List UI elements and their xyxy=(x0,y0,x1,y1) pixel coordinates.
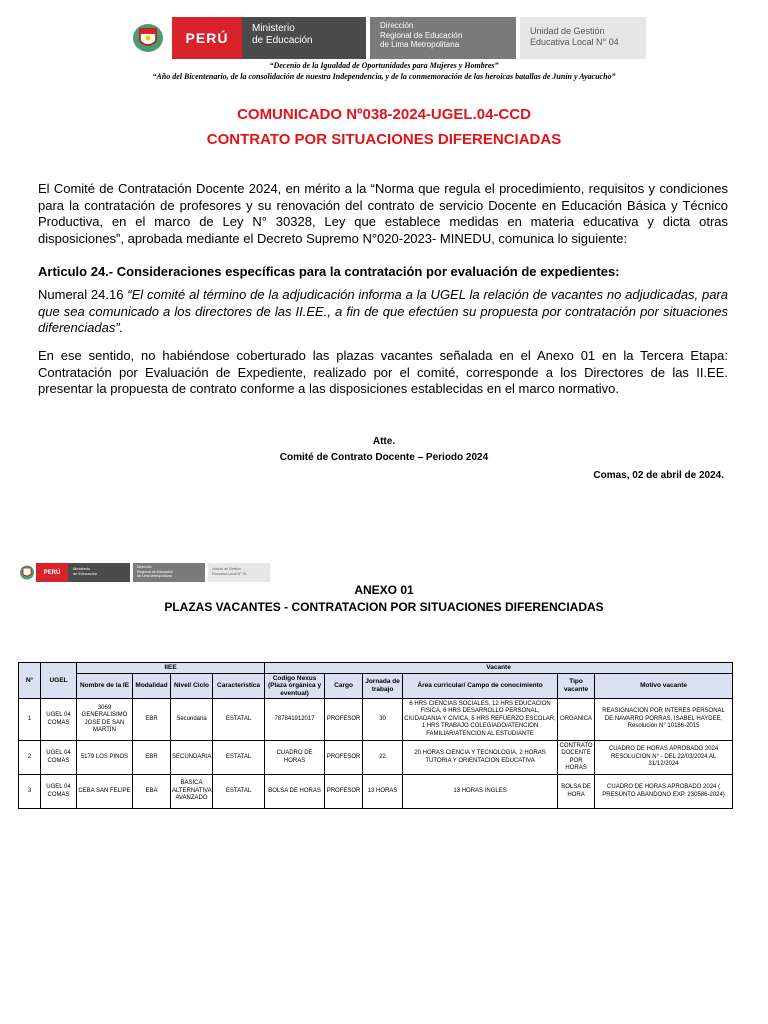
motto-decade: “Decenio de la Igualdad de Oportunidades para Mujeres y Hombres” xyxy=(269,61,499,70)
cell-motivo: REASIGNACION POR INTERES PERSONAL DE:NAVARRO PORRAS, ISABEL HAYDEE, Resolución N° 10186-2015 xyxy=(595,699,733,741)
cell-jornada: 13 HORAS xyxy=(363,775,403,809)
col-cargo: Cargo xyxy=(325,673,363,699)
cell-nivel: SECUNDARIA xyxy=(171,741,213,775)
ministry-label-small: Ministerio de Educación xyxy=(68,563,130,582)
col-n: N° xyxy=(19,663,41,699)
peru-coat-of-arms-icon xyxy=(18,563,36,582)
cell-tipo: ORGANICA xyxy=(558,699,595,741)
cell-cargo: PROFESOR xyxy=(325,775,363,809)
cell-nombre: 3069 GENERALISIMO JOSE DE SAN MARTIN xyxy=(77,699,133,741)
col-caracteristica: Caracteristica xyxy=(213,673,265,699)
cell-tipo: BOLSA DE HORA xyxy=(558,775,595,809)
cell-nivel: Secundaria xyxy=(171,699,213,741)
col-codigo: Codigo Nexus (Plaza orgánica y eventual) xyxy=(265,673,325,699)
intro-paragraph: El Comité de Contratación Docente 2024, en mérito a la “Norma que regula el procedimiento, requisitos y condiciones para la contratación de profesores y su renovación del contrato de servicio Docente en Educación Básica y Técnico Productiva, en el marco de Ley N° 30328, Ley que establece medidas en materia educativa y dicta otras disposiciones”, aprobada mediante el Decreto Supremo N°020-2023- MINEDU, comunica lo siguiente: xyxy=(38,181,728,246)
ministry-label: Ministerio de Educación xyxy=(242,17,366,59)
col-nivel: Nivel/ Ciclo xyxy=(171,673,213,699)
communique-subject: CONTRATO POR SITUACIONES DIFERENCIADAS xyxy=(206,131,562,148)
cell-modalidad: EBR xyxy=(133,741,171,775)
cell-n: 2 xyxy=(19,741,41,775)
cell-ugel: UGEL 04 COMAS xyxy=(41,775,77,809)
col-tipo: Tipo vacante xyxy=(558,673,595,699)
cell-caracteristica: ESTATAL xyxy=(213,775,265,809)
cell-n: 1 xyxy=(19,699,41,741)
article-heading: Articulo 24.- Consideraciones específicas para la contratación por evaluación de expedientes: xyxy=(38,264,620,279)
cell-codigo: 787841912017 xyxy=(265,699,325,741)
annex-subtitle: PLAZAS VACANTES - CONTRATACION POR SITUACIONES DIFERENCIADAS xyxy=(164,600,604,614)
cell-area: 20 HORAS CIENCIA Y TECNOLOGIA, 2 HORAS TUTORIA Y ORIENTACION EDUCATIVA xyxy=(403,741,558,775)
closing-atte: Atte. xyxy=(372,436,396,447)
cell-nombre: 5179 LOS PINOS xyxy=(77,741,133,775)
cell-modalidad: EBR xyxy=(133,699,171,741)
col-modalidad: Modalidad xyxy=(133,673,171,699)
cell-codigo: BOLSA DE HORAS xyxy=(265,775,325,809)
cell-ugel: UGEL 04 COMAS xyxy=(41,741,77,775)
vacancies-table xyxy=(18,662,733,809)
col-ugel: UGEL xyxy=(41,663,77,699)
group-iiee: IIEE xyxy=(77,663,265,674)
committee-signature: Comité de Contrato Docente – Periodo 2024 xyxy=(279,452,489,463)
col-motivo: Motivo vacante xyxy=(595,673,733,699)
table-row xyxy=(19,699,733,741)
cell-codigo: CUADRO DE HORAS xyxy=(265,741,325,775)
cell-area: 13 HORAS INGLES xyxy=(403,775,558,809)
peru-brand-small: PERÚ xyxy=(36,563,68,582)
cell-caracteristica: ESTATAL xyxy=(213,699,265,741)
col-nombre: Nombre de la IE xyxy=(77,673,133,699)
cell-tipo: CONTRATO DOCENTE POR HORAS xyxy=(558,741,595,775)
peru-brand: PERÚ xyxy=(172,17,242,59)
document-date: Comas, 02 de abril de 2024. xyxy=(593,470,724,481)
ugel-label: Unidad de Gestión Educativa Local N° 04 xyxy=(520,17,646,59)
cell-nivel: BASICA ALTERNATIVA AVANZADO xyxy=(171,775,213,809)
institutional-header xyxy=(124,17,646,59)
regional-direction-label: Dirección Regional de Educación de Lima Metropolitana xyxy=(370,17,516,59)
col-jornada: Jornada de trabajo xyxy=(363,673,403,699)
table-row xyxy=(19,741,733,775)
cell-cargo: PROFESOR xyxy=(325,699,363,741)
col-area: Área curricular/ Campo de conocimiento xyxy=(403,673,558,699)
cell-motivo: CUADRO DE HORAS APROBADO 2024 ( PRESUNTO ABANDONO EXP. 230586-2024) xyxy=(595,775,733,809)
body-paragraph: En ese sentido, no habiéndose coberturado las plazas vacantes señalada en el Anexo 01 en la Tercera Etapa: Contratación por Evaluación de Expediente, realizado por el comité, corresponde a los Directores de las II.EE. presentar la propuesta de contrato conforme a las disposiciones establecidas en el marco normativo. xyxy=(38,348,728,396)
table-row xyxy=(19,775,733,809)
numeral-quote: “El comité al término de la adjudicación informa a la UGEL la relación de vacantes no adjudicadas, para que sea comunicado a los directores de las II.EE., a fin de que efectúen su propuesta por contratación por situaciones diferenciadas”. xyxy=(38,287,728,335)
regional-direction-label-small: Dirección Regional de Educación de Lima Metropolitana xyxy=(133,563,205,582)
communique-number: COMUNICADO Nº038-2024-UGEL.04-CCD xyxy=(237,106,531,123)
peru-coat-of-arms-icon xyxy=(124,17,172,59)
cell-nombre: CEBA SAN FELIPE xyxy=(77,775,133,809)
numeral-label: Numeral 24.16 xyxy=(38,287,128,302)
cell-area: 6 HRS CIENCIAS SOCIALES, 12 HRS EDUCACION FISICA, 6 HRS DESARROLLO PERSONAL, CIUDADANIA Y CIVICA, 5 HRS REFUERZO ESCOLAR, 1 HRS TRABAJO COLEGIADO/ATENCION FAMILIAR/ATENCION AL ESTUDIANTE xyxy=(403,699,558,741)
cell-modalidad: EBA xyxy=(133,775,171,809)
cell-caracteristica: ESTATAL xyxy=(213,741,265,775)
cell-n: 3 xyxy=(19,775,41,809)
cell-ugel: UGEL 04 COMAS xyxy=(41,699,77,741)
ugel-label-small: Unidad de Gestión Educativa Local N° 04 xyxy=(208,563,270,582)
annex-title: ANEXO 01 xyxy=(354,583,414,597)
cell-motivo: CUADRO DE HORAS APROBADO 2024 RESOLUCION N° - DEL 22/03/2024 AL 31/12/2024 xyxy=(595,741,733,775)
motto-year: “Año del Bicentenario, de la consolidación de nuestra Independencia, y de la conmemoración de las heroicas batallas de Junín y Ayacucho” xyxy=(152,72,616,81)
cell-jornada: 30 xyxy=(363,699,403,741)
group-vacante: Vacante xyxy=(265,663,733,674)
annex-header xyxy=(18,563,288,582)
cell-cargo: PROFESOR xyxy=(325,741,363,775)
numeral-paragraph xyxy=(38,287,728,337)
cell-jornada: 22 xyxy=(363,741,403,775)
